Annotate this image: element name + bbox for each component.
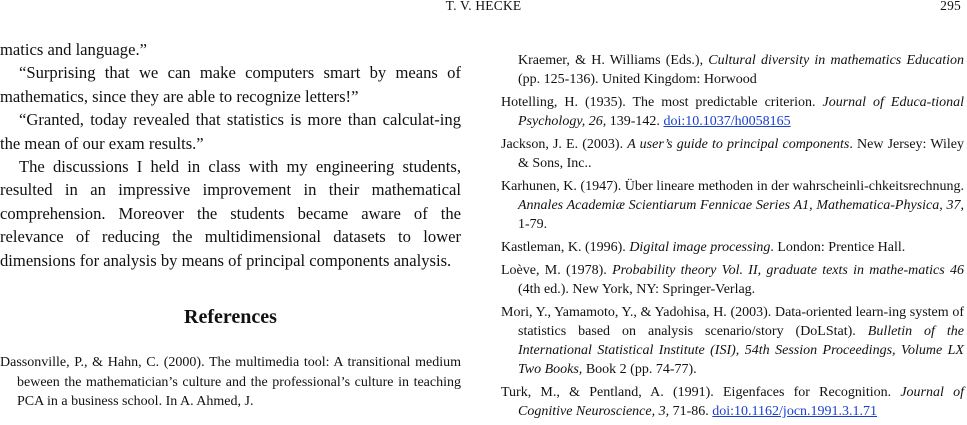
doi-link-turk[interactable]: doi:10.1162/jocn.1991.3.1.71 bbox=[712, 404, 878, 419]
reference-loeve: Loève, M. (1978). Probability theory Vol. II, graduate texts in mathe-matics 46 (4th ed.). New York, NY: Springer-Verlag. bbox=[501, 263, 964, 297]
paragraph-2: “Surprising that we can make computers smart by means of mathematics, since they are able to recognize letters!” bbox=[0, 63, 461, 106]
paragraph-3: “Granted, today revealed that statistics is more than calculat-ing the mean of our exam results.” bbox=[0, 110, 461, 153]
paragraph-1: matics and language.” bbox=[0, 40, 147, 59]
left-column bbox=[0, 38, 461, 272]
reference-karhunen: Karhunen, K. (1947). Über lineare methoden in der wahrscheinli-chkeitsrechnung. Annales Academiæ Scientiarum Fennicae Series A1, Mathematica-Physica, 37, 1-79. bbox=[501, 179, 964, 232]
page-number: 295 bbox=[940, 0, 961, 13]
reference-dassonville: Dassonville, P., & Hahn, C. (2000). The multimedia tool: A transitional medium beween the mathematician’s culture and the professional’s culture in teaching PCA in a business school. In A. Ahmed, J. bbox=[0, 355, 461, 409]
running-header-author: T. V. HECKE bbox=[445, 0, 522, 13]
reference-turk: Turk, M., & Pentland, A. (1991). Eigenfaces for Recognition. Journal of Cognitive Neuroscience, 3, 71-86. doi:10.1162/jocn.1991.3.1.71 bbox=[501, 385, 964, 419]
reference-hotelling: Hotelling, H. (1935). The most predictable criterion. Journal of Educa-tional Psychology, 26, 139-142. doi:10.1037/h0058165 bbox=[501, 95, 964, 129]
reference-kastleman: Kastleman, K. (1996). Digital image processing. London: Prentice Hall. bbox=[501, 240, 906, 255]
references-heading: References bbox=[184, 306, 277, 328]
reference-mori: Mori, Y., Yamamoto, Y., & Yadohisa, H. (2003). Data-oriented learn-ing system of statistics based on analysis scenario/story (DoLStat). Bulletin of the International Statistical Institute (ISI), 54th Session Proceedings, Volume LX Two Books, Book 2 (pp. 74-77). bbox=[501, 305, 965, 377]
doi-link-hotelling[interactable]: doi:10.1037/h0058165 bbox=[663, 114, 791, 129]
paragraph-4: The discussions I held in class with my engineering students, resulted in an impressive improvement in their mathematical comprehension. Moreover the students became aware of the relevance of reducing the multidimensional datasets to lower dimensions for analysis by means of principal components analysis. bbox=[0, 157, 461, 270]
reference-kraemer-continued: Kraemer, & H. Williams (Eds.), Cultural diversity in mathematics Education (pp. 125-136). United Kingdom: Horwood bbox=[518, 53, 964, 87]
reference-jackson: Jackson, J. E. (2003). A user’s guide to principal components. New Jersey: Wiley & Sons, Inc.. bbox=[501, 137, 964, 171]
right-column bbox=[501, 51, 964, 425]
